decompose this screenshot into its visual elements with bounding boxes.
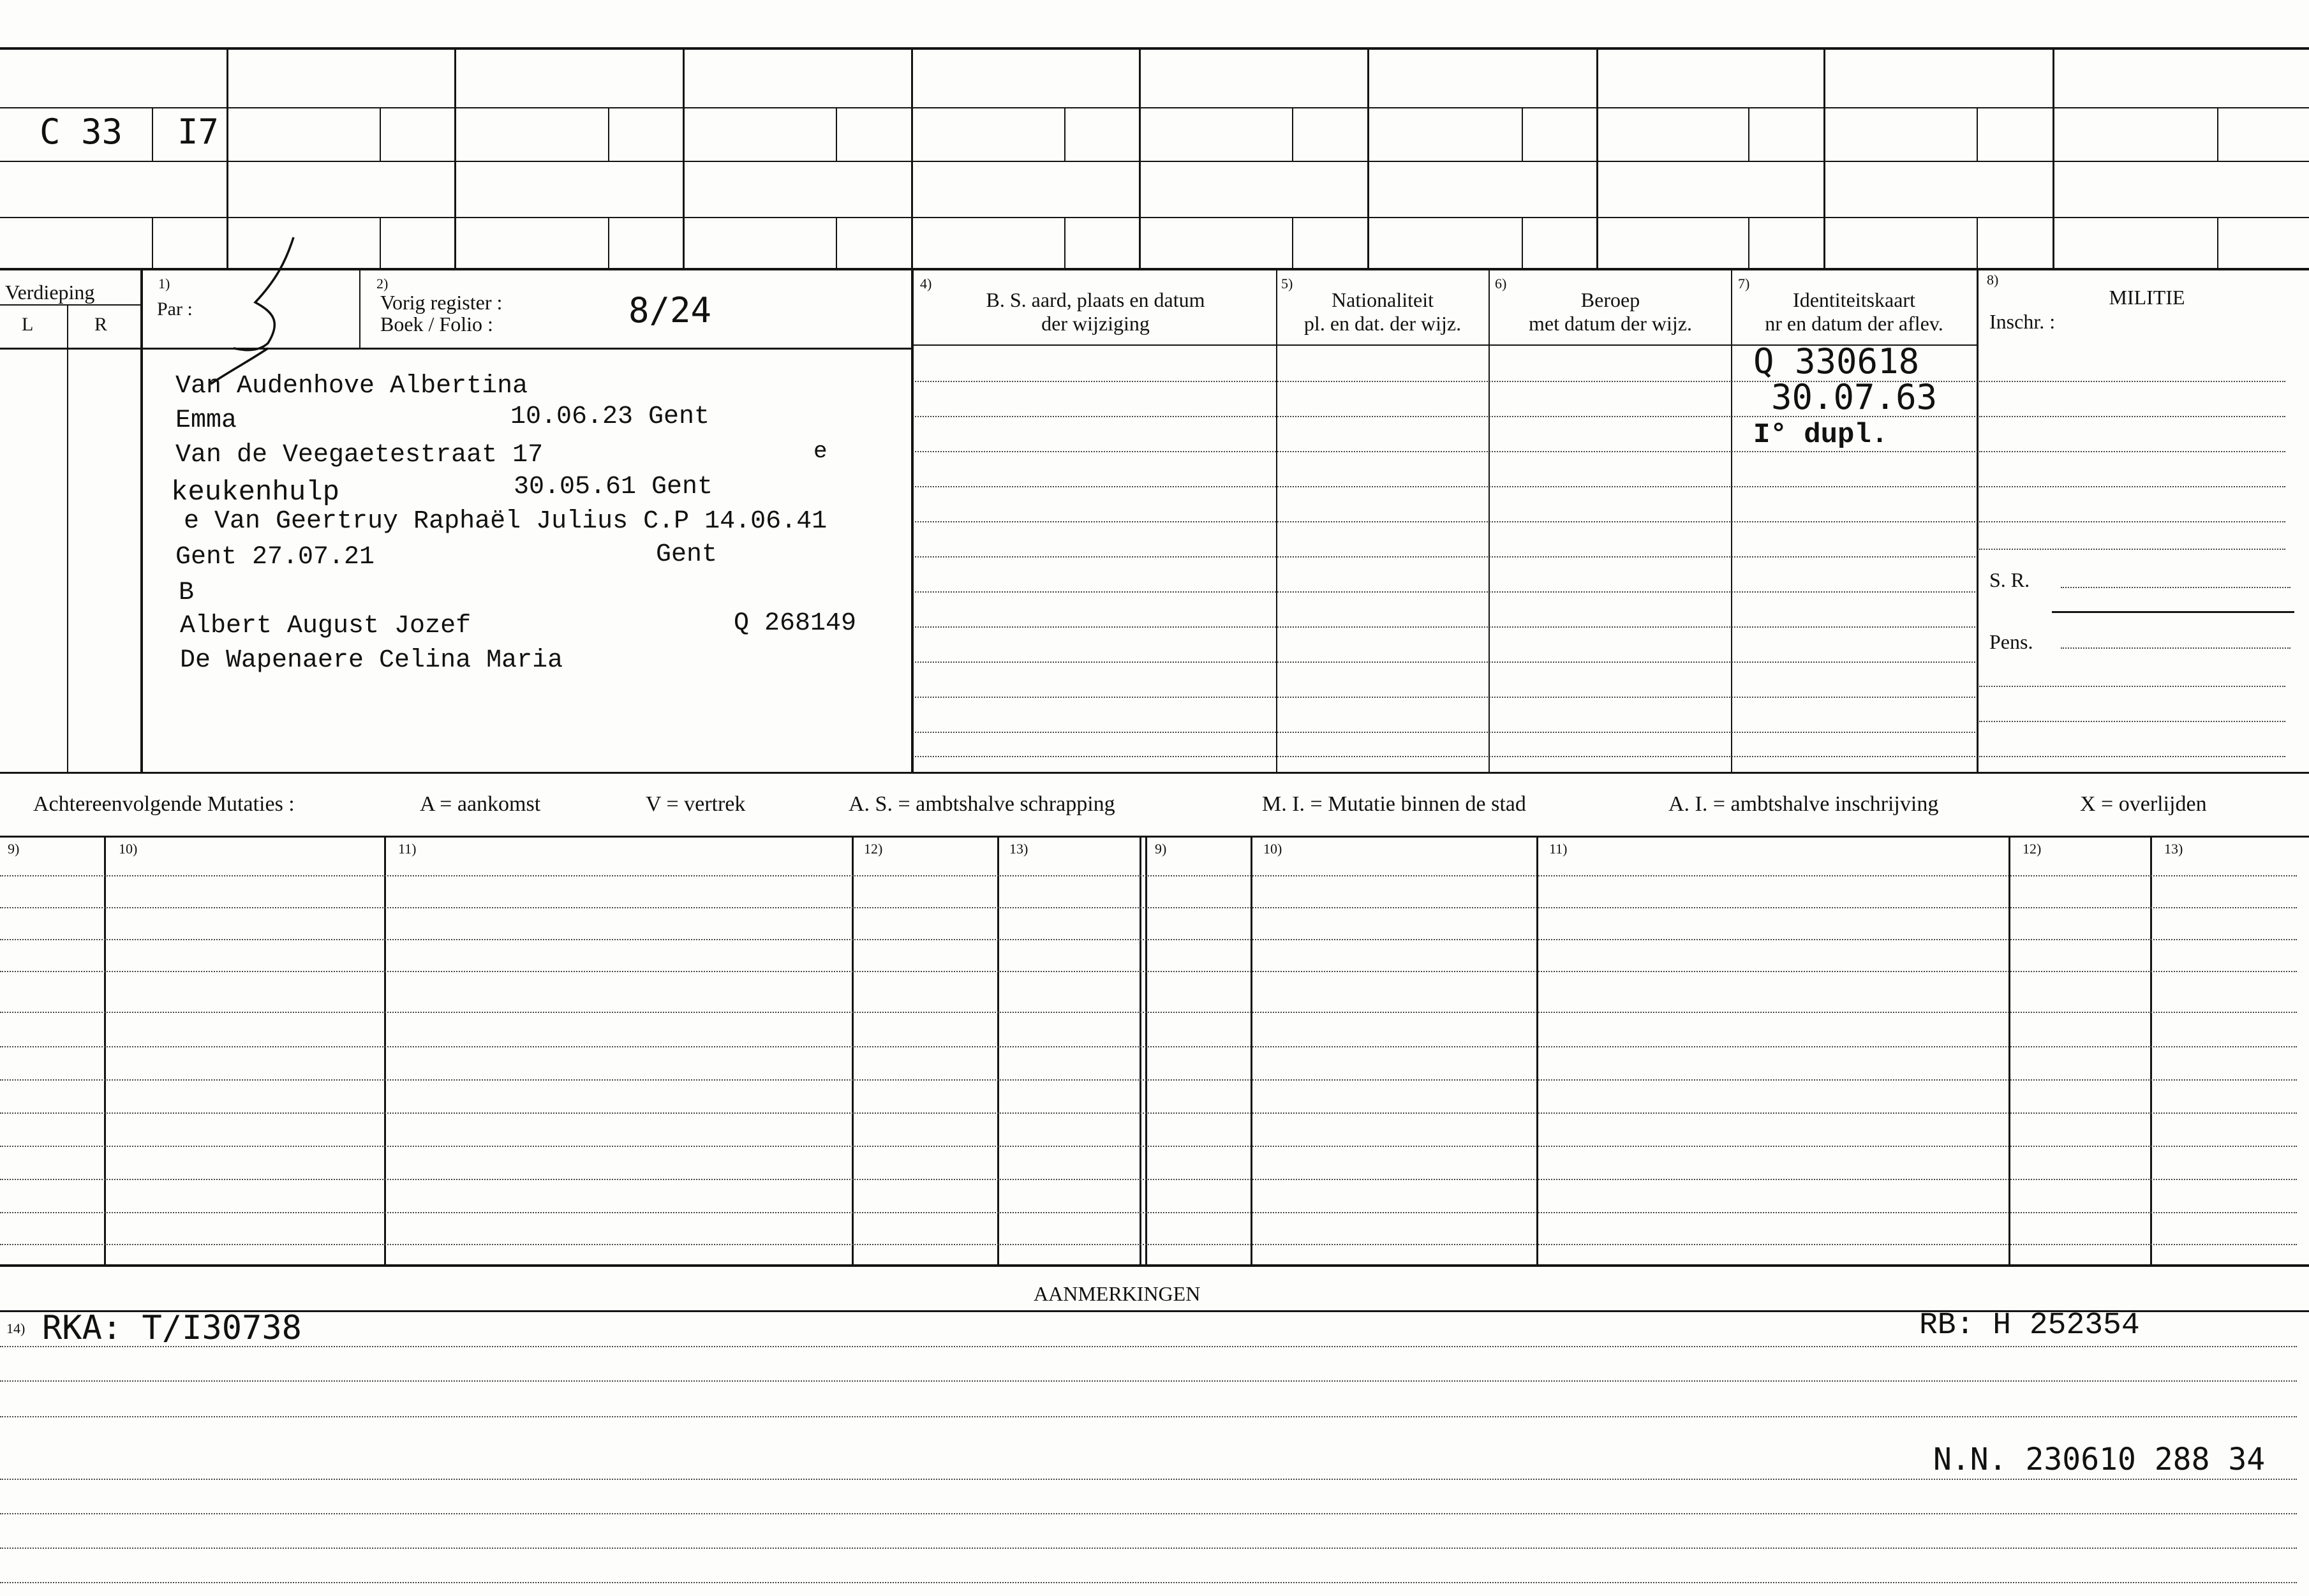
grid-line	[0, 268, 2309, 270]
dotted-row	[1979, 521, 2285, 522]
mut-col	[1251, 837, 1252, 1266]
legend-item-a: A = aankomst	[420, 792, 541, 816]
dotted-row	[0, 1046, 2297, 1047]
mut-col-label: 13)	[1009, 841, 1028, 857]
l-label: L	[22, 314, 34, 335]
dotted-row	[0, 971, 2297, 972]
spouse-line: e Van Geertruy Raphaël Julius C.P 14.06.41	[184, 507, 828, 536]
code-left: C 33	[40, 112, 123, 152]
beroep-header-line1: Beroep	[1580, 288, 1640, 311]
grid-sub	[1064, 217, 1065, 269]
nationality-header	[1277, 288, 1488, 336]
sr-label: S. R.	[1989, 568, 2030, 591]
bs-header-line1: B. S. aard, plaats en datum	[986, 288, 1205, 311]
grid-sub	[608, 107, 609, 161]
dotted-row	[2061, 647, 2290, 649]
dotted-row	[915, 697, 1975, 698]
dotted-row	[1979, 756, 2285, 757]
dotted-row	[915, 732, 1975, 733]
grid-sub	[380, 107, 381, 161]
mut-col	[997, 837, 999, 1266]
col-num-4: 4)	[920, 276, 932, 292]
dotted-row	[0, 1346, 2297, 1347]
dotted-row	[0, 907, 2297, 908]
grid-sub	[1522, 107, 1523, 161]
id-card-header	[1733, 288, 1975, 336]
mut-col-label: 10)	[119, 841, 138, 857]
grid-line	[0, 161, 2309, 162]
nationality-header-line2: pl. en dat. der wijz.	[1303, 311, 1462, 335]
mut-col-label: 13)	[2164, 841, 2183, 857]
legend-item-x: X = overlijden	[2080, 792, 2207, 816]
dotted-row	[1979, 486, 2285, 487]
address: Van de Veegaetestraat 17	[175, 441, 544, 469]
code-right: I7	[177, 112, 219, 152]
mut-col	[1536, 837, 1538, 1266]
dotted-row	[1979, 381, 2285, 382]
id-card-header-line2: nr en datum der aflev.	[1765, 311, 1943, 335]
occupation-date: 30.05.61 Gent	[514, 473, 713, 501]
grid-col	[1139, 48, 1141, 269]
grid-sub	[2217, 217, 2218, 269]
bs-header	[920, 288, 1271, 336]
dotted-row	[2061, 587, 2290, 588]
dotted-row	[915, 591, 1975, 593]
remarks-rka: RKA: T/I30738	[42, 1309, 302, 1347]
col-num-5: 5)	[1281, 276, 1293, 292]
grid-sub	[608, 217, 609, 269]
vorig-register-label: Vorig register :	[380, 291, 503, 314]
grid-sub	[1292, 217, 1293, 269]
id-card-header-line1: Identiteitskaart	[1793, 288, 1915, 311]
boek-folio-label: Boek / Folio :	[380, 313, 493, 336]
mut-col-label: 12)	[2023, 841, 2042, 857]
top-border	[0, 47, 2309, 50]
dotted-row	[0, 1513, 2297, 1514]
lr-divider	[67, 304, 68, 773]
dotted-row	[0, 939, 2297, 940]
grid-sub	[1522, 217, 1523, 269]
legend-item-mi: M. I. = Mutatie binnen de stad	[1262, 792, 1526, 816]
grid-sub	[1977, 107, 1978, 161]
dotted-row	[0, 1380, 2297, 1382]
grid-sub	[152, 107, 153, 161]
grid-line	[0, 217, 2309, 218]
dotted-row	[0, 1012, 2297, 1013]
col-num-8: 8)	[1987, 272, 1999, 288]
mother-name: De Wapenaere Celina Maria	[180, 646, 563, 675]
remarks-nn: N.N. 230610 288 34	[1933, 1442, 2266, 1477]
legend-title: Achtereenvolgende Mutaties :	[33, 792, 295, 816]
remarks-num: 14)	[6, 1320, 26, 1336]
dotted-row	[915, 756, 1975, 757]
mut-col	[2150, 837, 2152, 1266]
dotted-row	[915, 486, 1975, 487]
mutations-bottom	[0, 1264, 2309, 1267]
remarks-rb: RB: H 252354	[1919, 1308, 2140, 1343]
dotted-row	[1979, 686, 2285, 687]
nationality-header-line1: Nationaliteit	[1332, 288, 1434, 311]
grid-col	[1367, 48, 1369, 269]
grid-sub	[1748, 107, 1749, 161]
marriage-place: Gent	[656, 540, 718, 569]
main-bottom-line	[0, 772, 2309, 774]
par-label: Par :	[157, 299, 193, 320]
mut-col-label: 9)	[1155, 841, 1167, 857]
dotted-row	[1979, 721, 2285, 722]
id-card-number: Q 330618	[1753, 341, 1920, 381]
mut-col	[1140, 837, 1141, 1266]
dotted-row	[915, 521, 1975, 522]
birth-date-place: 10.06.23 Gent	[510, 403, 710, 431]
inschr-label: Inschr. :	[1989, 310, 2056, 333]
legend-item-as: A. S. = ambtshalve schrapping	[849, 792, 1115, 816]
dotted-row	[0, 1582, 2297, 1583]
dotted-row	[0, 1212, 2297, 1213]
dotted-row	[0, 1244, 2297, 1245]
r-label: R	[94, 314, 108, 335]
grid-col	[1596, 48, 1598, 269]
dotted-row	[915, 661, 1975, 663]
dotted-row	[1979, 416, 2285, 417]
legend-item-v: V = vertrek	[646, 792, 746, 816]
col-num-2: 2)	[376, 276, 389, 292]
occupation: keukenhulp	[171, 477, 340, 508]
spouse-birth: Gent 27.07.21	[175, 543, 375, 572]
dotted-row	[915, 451, 1975, 452]
grid-sub	[152, 217, 153, 269]
marker-b: B	[179, 579, 195, 607]
grid-col	[454, 48, 456, 269]
bs-header-line2: der wijziging	[1041, 311, 1150, 335]
col-num-1: 1)	[158, 276, 170, 292]
verdieping-label: Verdieping	[5, 281, 95, 304]
grid-sub	[1292, 107, 1293, 161]
col-num-7: 7)	[1738, 276, 1750, 292]
grid-sub	[1977, 217, 1978, 269]
grid-sub	[380, 217, 381, 269]
grid-sub	[836, 217, 837, 269]
grid-col	[911, 48, 913, 269]
dotted-row	[0, 1146, 2297, 1147]
grid-sub	[2217, 107, 2218, 161]
dotted-row	[0, 1416, 2297, 1417]
mut-col-label: 9)	[8, 841, 20, 857]
mutations-top	[0, 836, 2309, 838]
mut-col-label: 12)	[864, 841, 883, 857]
id-card-date: 30.07.63	[1771, 377, 1938, 417]
pens-label: Pens.	[1989, 630, 2033, 653]
father-name: Albert August Jozef	[180, 612, 471, 640]
marital-mark: e	[813, 438, 828, 464]
legend-item-ai: A. I. = ambtshalve inschrijving	[1668, 792, 1939, 816]
beroep-header	[1490, 288, 1730, 336]
grid-col	[1823, 48, 1825, 269]
dotted-row	[0, 1479, 2297, 1480]
verdieping-divider	[0, 304, 142, 306]
mut-col-label: 10)	[1263, 841, 1282, 857]
beroep-header-line2: met datum der wijz.	[1529, 311, 1692, 335]
person-first-names: Emma	[175, 406, 237, 435]
dotted-row	[0, 1079, 2297, 1081]
militie-divider	[2052, 611, 2294, 613]
dotted-row	[0, 1179, 2297, 1180]
mut-col	[2008, 837, 2010, 1266]
grid-col	[683, 48, 685, 269]
header-underline	[0, 348, 911, 350]
father-id: Q 268149	[734, 609, 857, 638]
grid-sub	[1748, 217, 1749, 269]
dotted-row	[915, 556, 1975, 558]
col-divider	[359, 269, 360, 348]
id-card-note: I° dupl.	[1753, 419, 1889, 451]
dotted-row	[1979, 451, 2285, 452]
mut-col	[852, 837, 854, 1266]
grid-sub	[836, 107, 837, 161]
person-name: Van Audenhove Albertina	[175, 372, 528, 401]
dotted-row	[0, 1112, 2297, 1114]
grid-sub	[1064, 107, 1065, 161]
mut-col	[104, 837, 106, 1266]
dotted-row	[915, 626, 1975, 628]
grid-col	[2053, 48, 2054, 269]
remarks-title: AANMERKINGEN	[1034, 1282, 1201, 1305]
mut-col	[384, 837, 386, 1266]
mut-col	[1145, 837, 1147, 1266]
dotted-row	[0, 1548, 2297, 1549]
mut-col-label: 11)	[1549, 841, 1568, 857]
grid-line	[0, 107, 2309, 108]
mut-col-label: 11)	[398, 841, 417, 857]
register-folio-value: 8/24	[628, 290, 712, 330]
col-num-6: 6)	[1495, 276, 1507, 292]
col-divider	[140, 269, 143, 773]
militie-header: MILITIE	[2109, 286, 2185, 309]
dotted-row	[0, 875, 2297, 876]
dotted-row	[1979, 549, 2285, 550]
